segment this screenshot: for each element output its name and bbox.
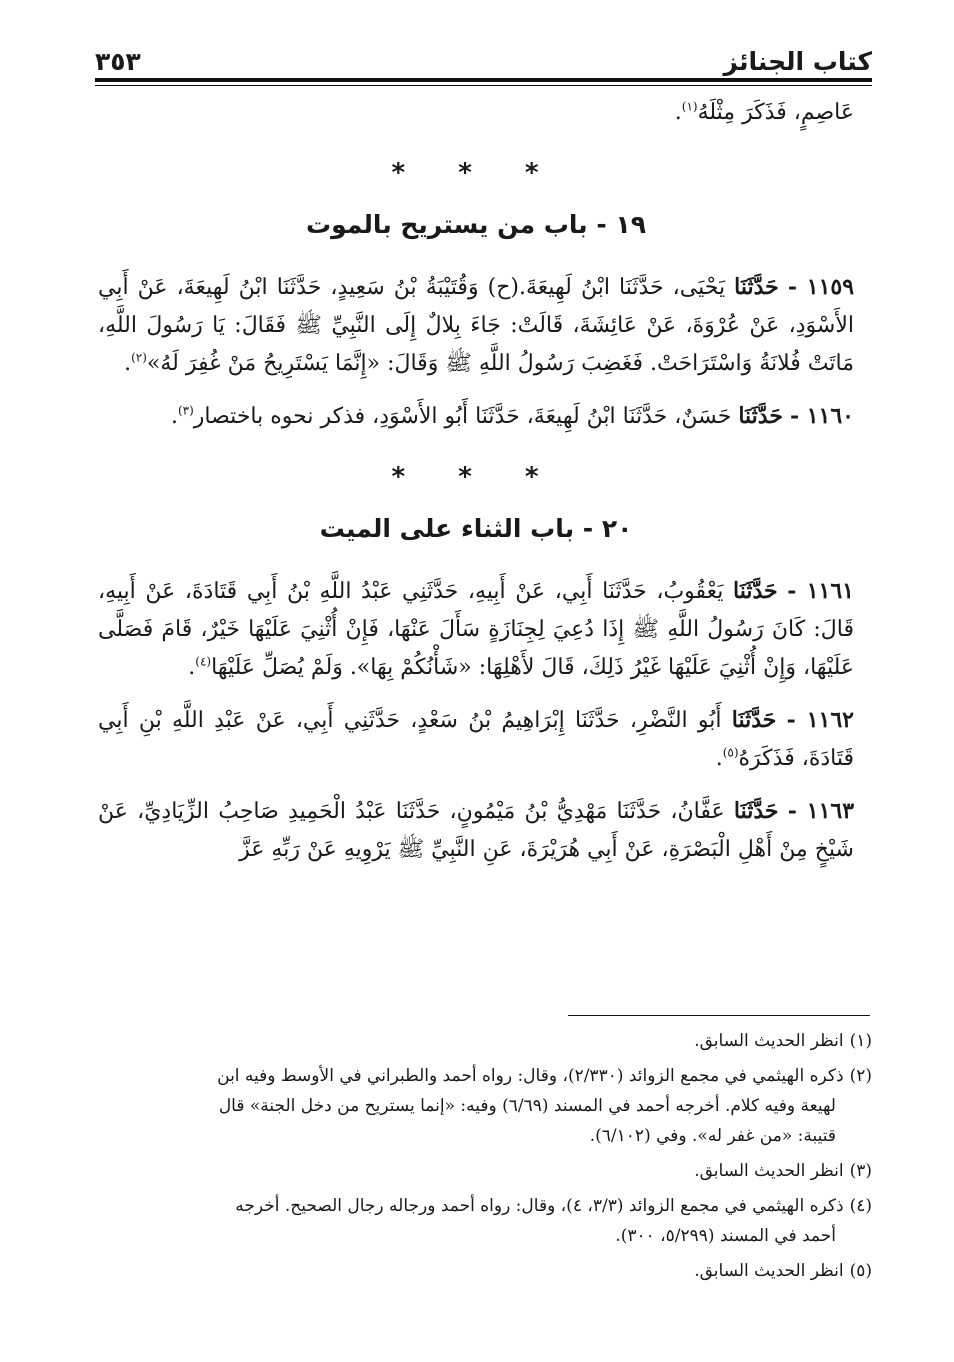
footnote-text: قتيبة: «من غفر له». وفي (٦/١٠٢). — [589, 1126, 836, 1146]
hadith-text: يَحْيَى، حَدَّثَنَا ابْنُ لَهِيعَةَ.(ح) وَقُتَيْبَةُ بْنُ سَعِيدٍ، حَدَّثَنَا ابْنُ لَهِيعَةَ، عَنْ أَبِي الأَسْوَدِ، عَنْ عُرْوَةَ، عَنْ عَائِشَةَ، قَالَتْ: جَاءَ بِلالٌ إِلَى النَّبِيِّ ﷺ فَقَالَ: يَا رَسُولَ اللَّهِ، مَاتَتْ فُلانَةُ وَاسْتَرَاحَتْ. فَغَضِبَ رَسُولُ اللَّهِ ﷺ وَقَالَ: «إِنَّمَا يَسْتَرِيحُ مَنْ غُفِرَ لَهُ» — [98, 275, 854, 376]
hadith-number: ١١٥٩ - — [787, 274, 855, 300]
hadith-lead: حَدَّثَنَا — [738, 403, 783, 429]
continuation-paragraph: عَاصِمٍ، فَذَكَرَ مِثْلَهُ$^{(١)}$. — [674, 99, 854, 125]
hadith-lead: حَدَّثَنَا — [733, 578, 778, 604]
hadith-1163 — [98, 792, 854, 869]
footnote-text: أحمد في المسند (٥/٢٩٩، ٣٠٠). — [615, 1226, 836, 1246]
footnote-label: (٥) — [849, 1261, 872, 1281]
chapter-heading-19: ١٩ - باب من يستريح بالموت — [305, 210, 646, 239]
hadith-1159: ١١٥٩ - حَدَّثَنَا يَحْيَى، حَدَّثَنَا ابْنُ لَهِيعَةَ.(ح) وَقُتَيْبَةُ بْنُ سَعِيدٍ، حَدَّثَنَا ابْنُ لَهِيعَةَ، عَنْ أَبِي الأَسْوَدِ، عَنْ عُرْوَةَ، عَنْ عَائِشَةَ، قَالَتْ: جَاءَ بِلالٌ إِلَى النَّبِيِّ ﷺ فَقَالَ: يَا رَسُولَ اللَّهِ، مَاتَتْ فُلانَةُ وَاسْتَرَاحَتْ. فَغَضِبَ رَسُولُ اللَّهِ ﷺ وَقَالَ: «إِنَّمَا يَسْتَرِيحُ مَنْ غُفِرَ لَهُ»$^{(٢)}$. — [98, 274, 855, 376]
footnote-text: انظر الحديث السابق. — [694, 1161, 844, 1181]
footnote-ref: (٣) — [177, 403, 194, 418]
footnote-ref: (٥) — [722, 745, 739, 760]
footnote-2 — [98, 1061, 872, 1151]
page-number: ٣٥٣ — [95, 47, 141, 76]
hadith-text: عَفَّانُ، حَدَّثَنَا مَهْدِيُّ بْنُ مَيْمُونٍ، حَدَّثَنَا عَبْدُ الْحَمِيدِ صَاحِبُ الزِّيَادِيِّ، عَنْ شَيْخٍ مِنْ أَهْلِ الْبَصْرَةِ، عَنْ أَبِي هُرَيْرَةَ، عَنِ النَّبِيِّ ﷺ يَرْوِيهِ عَنْ رَبِّهِ عَزَّ — [98, 799, 854, 862]
hadith-1162: ١١٦٢ - حَدَّثَنَا أَبُو النَّضْرِ، حَدَّثَنَا إِبْرَاهِيمُ بْنُ سَعْدٍ، حَدَّثَنِي أَبِي، عَنْ عَبْدِ اللَّهِ بْنِ أَبِي قَتَادَةَ، فَذَكَرَهُ$^{(٥)}$. — [98, 707, 854, 771]
chapter-heading-20: ٢٠ - باب الثناء على الميت — [319, 514, 633, 543]
footnote-ref: (٤) — [195, 654, 212, 669]
hadith-number: ١١٦٠ - — [789, 403, 854, 429]
running-title: كتاب الجنائز — [723, 47, 872, 76]
footnote-text: انظر الحديث السابق. — [694, 1031, 844, 1051]
footnote-label: (٣) — [849, 1161, 872, 1181]
hadith-1160: ١١٦٠ - حَدَّثَنَا حَسَنٌ، حَدَّثَنَا ابْنُ لَهِيعَةَ، حَدَّثَنَا أَبُو الأَسْوَدِ، فذكر نحوه باختصار$^{(٣)}$. — [170, 403, 854, 429]
footnote-label: (٤) — [849, 1196, 872, 1216]
footnote-text: ذكره الهيثمي في مجمع الزوائد (٣/٣، ٤)، وقال: رواه أحمد ورجاله رجال الصحيح. أخرجه — [235, 1196, 844, 1216]
hadith-text: حَسَنٌ، حَدَّثَنَا ابْنُ لَهِيعَةَ، حَدَّثَنَا أَبُو الأَسْوَدِ، فذكر نحوه باختصار — [193, 404, 732, 429]
continuation-text: عَاصِمٍ، فَذَكَرَ مِثْلَهُ — [697, 100, 854, 125]
footnote-ref: (١) — [681, 99, 698, 114]
footnote-3 — [98, 1156, 872, 1186]
footnote-text: انظر الحديث السابق. — [694, 1261, 844, 1281]
hadith-number: ١١٦١ - — [787, 578, 854, 604]
hadith-lead: حَدَّثَنَا — [734, 274, 779, 300]
section-separator: * * * — [391, 462, 561, 492]
footnote-ref: (٢) — [131, 350, 147, 365]
footnote-label: (٢) — [849, 1066, 872, 1086]
main-text — [98, 94, 854, 883]
header-rule — [95, 78, 872, 82]
footnote-5 — [98, 1256, 872, 1286]
hadith-lead: حَدَّثَنَا — [731, 707, 777, 733]
header-rule-thin — [95, 85, 872, 86]
hadith-text: أَبُو النَّضْرِ، حَدَّثَنَا إِبْرَاهِيمُ بْنُ سَعْدٍ، حَدَّثَنِي أَبِي، عَنْ عَبْدِ اللَّهِ بْنِ أَبِي قَتَادَةَ، فَذَكَرَهُ — [98, 708, 854, 771]
page-header — [95, 28, 872, 76]
footnote-1 — [98, 1026, 872, 1056]
hadith-lead: حَدَّثَنَا — [733, 798, 779, 824]
footnotes — [98, 1026, 872, 1291]
footnote-text: لهيعة وفيه كلام. أخرجه أحمد في المسند (٦/٦٩) وفيه: «إنما يستريح من دخل الجنة» قال — [218, 1096, 836, 1116]
footnote-divider — [568, 1015, 870, 1016]
footnote-text: ذكره الهيثمي في مجمع الزوائد (٢/٣٣٠)، وقال: رواه أحمد والطبراني في الأوسط وفيه ابن — [217, 1066, 844, 1086]
footnote-label: (١) — [849, 1031, 872, 1051]
hadith-text: يَعْقُوبُ، حَدَّثَنَا أَبِي، عَنْ أَبِيهِ، حَدَّثَنِي عَبْدُ اللَّهِ بْنُ أَبِي قَتَادَةَ، عَنْ أَبِيهِ، قَالَ: كَانَ رَسُولُ اللَّهِ ﷺ إِذَا دُعِيَ لِجِنَازَةٍ سَأَلَ عَنْهَا، فَإِنْ أُثْنِيَ عَلَيْهَا خَيْرٌ، قَامَ فَصَلَّى عَلَيْهَا، وَإِنْ أُثْنِيَ عَلَيْهَا غَيْرُ ذَلِكَ، قَالَ لأَهْلِهَا: «شَأْنُكُمْ بِهَا». وَلَمْ يُصَلِّ عَلَيْهَا — [98, 579, 854, 680]
hadith-number: ١١٦٢ - — [786, 707, 854, 733]
footnote-4 — [98, 1191, 872, 1251]
hadith-number: ١١٦٣ - — [787, 798, 855, 824]
hadith-1161: ١١٦١ - حَدَّثَنَا يَعْقُوبُ، حَدَّثَنَا أَبِي، عَنْ أَبِيهِ، حَدَّثَنِي عَبْدُ اللَّهِ بْنُ أَبِي قَتَادَةَ، عَنْ أَبِيهِ، قَالَ: كَانَ رَسُولُ اللَّهِ ﷺ إِذَا دُعِيَ لِجِنَازَةٍ سَأَلَ عَنْهَا، فَإِنْ أُثْنِيَ عَلَيْهَا خَيْرٌ، قَامَ فَصَلَّى عَلَيْهَا، وَإِنْ أُثْنِيَ عَلَيْهَا غَيْرُ ذَلِكَ، قَالَ لأَهْلِهَا: «شَأْنُكُمْ بِهَا». وَلَمْ يُصَلِّ عَلَيْهَا$^{(٤)}$. — [98, 578, 854, 680]
section-separator: * * * — [391, 158, 561, 188]
